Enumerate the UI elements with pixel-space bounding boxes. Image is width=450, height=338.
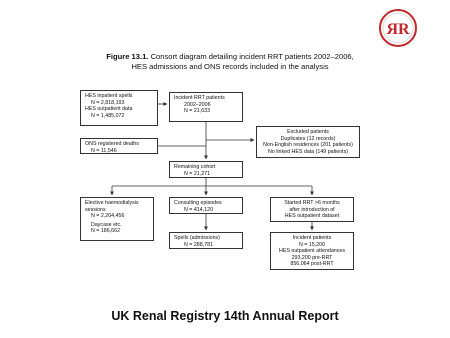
excluded-line-1: Excluded patients (287, 129, 329, 135)
ons-line-1: ONS registered deaths (85, 141, 139, 147)
excluded-line-2: Duplicates (12 records) (280, 135, 336, 142)
caption-line-1: Consort diagram detailing incident RRT patients 2002–2006, (150, 52, 354, 61)
ons-line-2: N = 11,546 (91, 147, 117, 154)
elective-haemodialysis-box (80, 197, 154, 241)
started-line-2: after introduction of (289, 206, 335, 213)
excluded-patients-box (256, 126, 360, 158)
svg-text:ЯR: ЯR (386, 21, 410, 38)
spells-line-1: Spells (admissions) (174, 235, 220, 241)
incident2-line-4: 293,200 pre-RRT (291, 254, 333, 261)
incident2-line-3: HES outpatient attendances (279, 248, 345, 255)
hes-spells-line-2: N = 2,818,193 (91, 99, 125, 106)
incident-line-1: Incident RRT patients (174, 95, 225, 101)
cohort-line-1: Remaining cohort (174, 164, 216, 170)
elective-line-1: Elective haemodialysis (85, 200, 139, 206)
incident-rrt-box (169, 92, 243, 122)
incident-line-3: N = 21,633 (184, 108, 211, 115)
cohort-line-2: N = 21,271 (184, 170, 211, 177)
incident2-line-1: Incident patients (292, 235, 332, 241)
spells-admissions-box (169, 232, 243, 249)
consulting-line-2: N = 414,120 (184, 206, 214, 213)
started-rrt-box (270, 197, 354, 222)
consulting-episodes-box (169, 197, 243, 214)
elective-line-2: sessions (85, 206, 106, 213)
elective-line-4: Daycase etc. (91, 221, 122, 228)
incident2-line-5: 856,064 post-RRT (290, 261, 334, 268)
elective-line-3: N = 2,204,456 (91, 213, 125, 220)
hes-spells-box (80, 90, 158, 126)
started-line-1: Started RRT >6 months (284, 200, 340, 206)
hes-spells-line-4: N = 1,485,072 (91, 112, 125, 119)
incident-line-2: 2002–2006 (184, 101, 211, 108)
caption-line-2: HES admissions and ONS records included in the analysis (131, 62, 329, 71)
incident-patients-box (270, 232, 354, 270)
hes-spells-line-3: HES outpatient data (85, 106, 133, 113)
excluded-line-4: No linked HES data (149 patients) (267, 148, 349, 155)
started-line-3: HES outpatient dataset (284, 213, 340, 220)
spells-line-2: N = 288,781 (184, 241, 214, 248)
incident2-line-2: N = 15,200 (298, 241, 326, 248)
excluded-line-3: Non-English residences (201 patients) (263, 142, 353, 149)
remaining-cohort-box (169, 161, 243, 178)
elective-line-5: N = 186,662 (91, 228, 121, 235)
caption-label: Figure 13.1. (106, 52, 149, 61)
consulting-line-1: Consulting episodes (174, 200, 222, 206)
hes-spells-line-1: HES inpatient spells (85, 93, 133, 99)
ons-deaths-box (80, 138, 158, 154)
report-footer: UK Renal Registry 14th Annual Report (111, 309, 339, 323)
